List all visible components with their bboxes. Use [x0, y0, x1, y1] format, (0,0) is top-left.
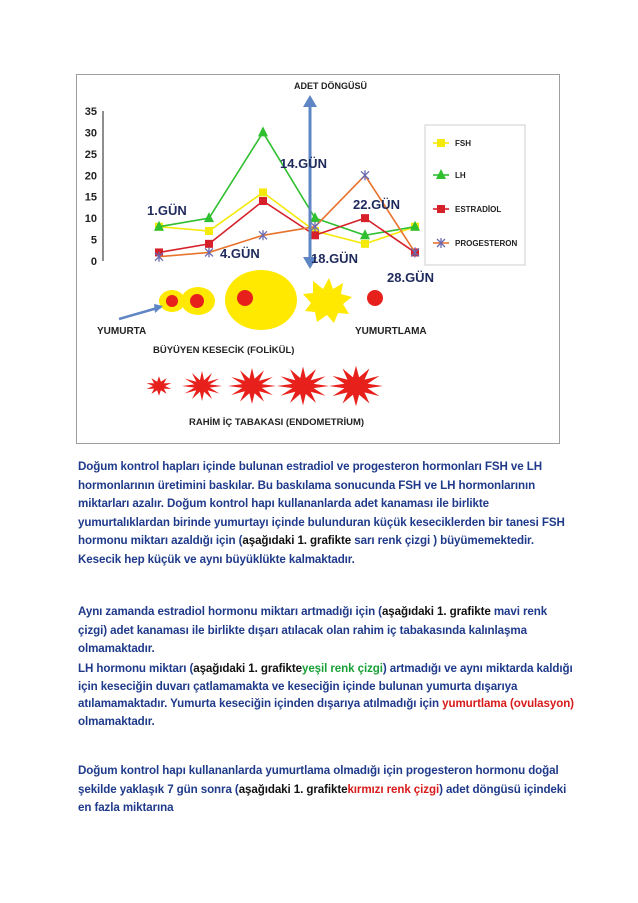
p4-graph-ref: aşağıdaki 1. grafikte — [238, 782, 348, 796]
p4-red-line: kırmızı renk çizgi — [347, 782, 440, 796]
paragraph-2 — [78, 603, 578, 659]
endometrium-stage-1 — [147, 376, 172, 396]
y-tick-35: 35 — [84, 106, 97, 118]
follicle-stages — [119, 270, 383, 330]
egg-1 — [166, 295, 178, 307]
caption-ovulation: YUMURTLAMA — [355, 326, 427, 337]
legend-marker-2 — [437, 205, 445, 213]
point-progesteron-4 — [361, 170, 369, 180]
day-label-22: 22.GÜN — [353, 197, 400, 212]
p3-text-a: LH hormonu miktarı ( — [78, 662, 194, 675]
day-label-14: 14.GÜN — [280, 156, 327, 171]
endometrium-stage-4 — [277, 367, 329, 406]
paragraph-3 — [78, 660, 578, 730]
point-fsh-1 — [205, 227, 213, 235]
p3-text-f: olmamaktadır. — [78, 714, 155, 728]
endometrium-stage-5 — [329, 366, 383, 407]
legend-label-1: LH — [455, 171, 466, 180]
endometrium-stage-2 — [182, 371, 222, 401]
figure-canvas — [77, 75, 559, 443]
p2-text-a: Aynı zamanda estradiol hormonu miktarı artmadığı için ( — [78, 605, 382, 618]
series-line-lh — [159, 132, 415, 235]
p2-graph-ref: aşağıdaki 1. grafikte — [381, 605, 491, 618]
point-fsh-4 — [361, 240, 369, 248]
cycle-arrow — [303, 95, 317, 269]
paragraph-4 — [78, 762, 578, 818]
menstrual-cycle-figure — [76, 74, 560, 444]
p1-text-a: Doğum kontrol hapları içinde bulunan estradiol ve progesteron hormonları FSH ve LH hormonlarının üretimini baskılar. Bu baskılama sonucunda FSH ve LH hormonlarının miktarları azalır. Doğum kontrol hapı kullananlarda adet kanaması ile birlikte yumurtalıklardan birinde yumurtayı içinde bulunduran küçük keseciklerden bir tanesi FSH hormonu miktarı azaldığı için ( — [78, 460, 565, 547]
legend-label-3: PROGESTERON — [455, 239, 518, 248]
legend-label-0: FSH — [455, 139, 471, 148]
ruptured-follicle — [303, 278, 352, 323]
caption-follicle: BÜYÜYEN KESECİK (FOLİKÜL) — [153, 345, 295, 356]
point-estradi̇ol-2 — [259, 197, 267, 205]
chart-title: ADET DÖNGÜSÜ — [294, 81, 368, 91]
endometrium-stages — [147, 366, 383, 407]
legend — [425, 125, 525, 265]
y-tick-25: 25 — [84, 148, 97, 161]
day-label-18: 18.GÜN — [311, 251, 358, 266]
egg-3 — [237, 290, 253, 306]
point-estradi̇ol-4 — [361, 214, 369, 222]
p1-graph-ref: aşağıdaki 1. grafikte — [242, 534, 352, 547]
p3-ovulation: yumurtlama (ovulasyon) — [442, 697, 574, 710]
y-tick-labels — [85, 106, 97, 268]
p4-text-a: Doğum kontrol hapı kullananlarda yumurtlama olmadığı için progesteron hormonu doğal şekilde yaklaşık 7 gün sonra ( — [78, 764, 559, 796]
legend-label-2: ESTRADİOL — [455, 205, 502, 214]
day-label-4: 4.GÜN — [220, 246, 260, 261]
point-lh-2 — [258, 126, 268, 136]
point-estradi̇ol-3 — [311, 231, 319, 239]
caption-egg: YUMURTA — [97, 326, 147, 337]
p3-graph-ref: aşağıdaki 1. grafikte — [193, 662, 302, 675]
p3-text-d: ) artmadığı ve aynı miktarda kaldığı için keseciğin duvarı çatlamamakta ve keseciğin içinde bulunan yumurta dışarıya atılamamaktadır. Yumurta keseciğin içinden dışarıya atılmadığı için — [78, 662, 573, 710]
legend-marker-0 — [437, 139, 445, 147]
p2-text-c: mavi renk çizgi) adet kanaması ile birlikte dışarı atılacak olan rahim iç tabakasında kalınlaşma olmamaktadır. — [78, 605, 548, 655]
y-tick-0: 0 — [90, 256, 97, 268]
y-tick-20: 20 — [84, 170, 97, 183]
day-label-28: 28.GÜN — [387, 270, 434, 285]
paragraph-1 — [78, 458, 578, 569]
caption-endometrium: RAHİM İÇ TABAKASI (ENDOMETRİUM) — [189, 417, 365, 428]
p3-green-line: yeşil renk çizgi — [301, 662, 383, 675]
series-group — [154, 126, 420, 261]
y-tick-5: 5 — [90, 234, 97, 247]
endometrium-stage-3 — [228, 368, 276, 404]
y-tick-15: 15 — [84, 191, 97, 204]
y-tick-30: 30 — [84, 127, 97, 140]
p4-text-d: ) adet döngüsü içindeki en fazla miktarına — [78, 782, 567, 814]
point-estradi̇ol-1 — [205, 240, 213, 248]
point-fsh-2 — [259, 188, 267, 196]
egg-2 — [190, 294, 204, 308]
released-egg — [367, 290, 383, 306]
p1-text-c: sarı renk çizgi ) büyümemektedir. Kesecik hep küçük ve aynı büyüklükte kalmaktadır. — [78, 534, 534, 566]
y-tick-10: 10 — [84, 213, 97, 226]
day-label-1: 1.GÜN — [147, 203, 187, 218]
follicle-stage-3 — [225, 270, 297, 330]
